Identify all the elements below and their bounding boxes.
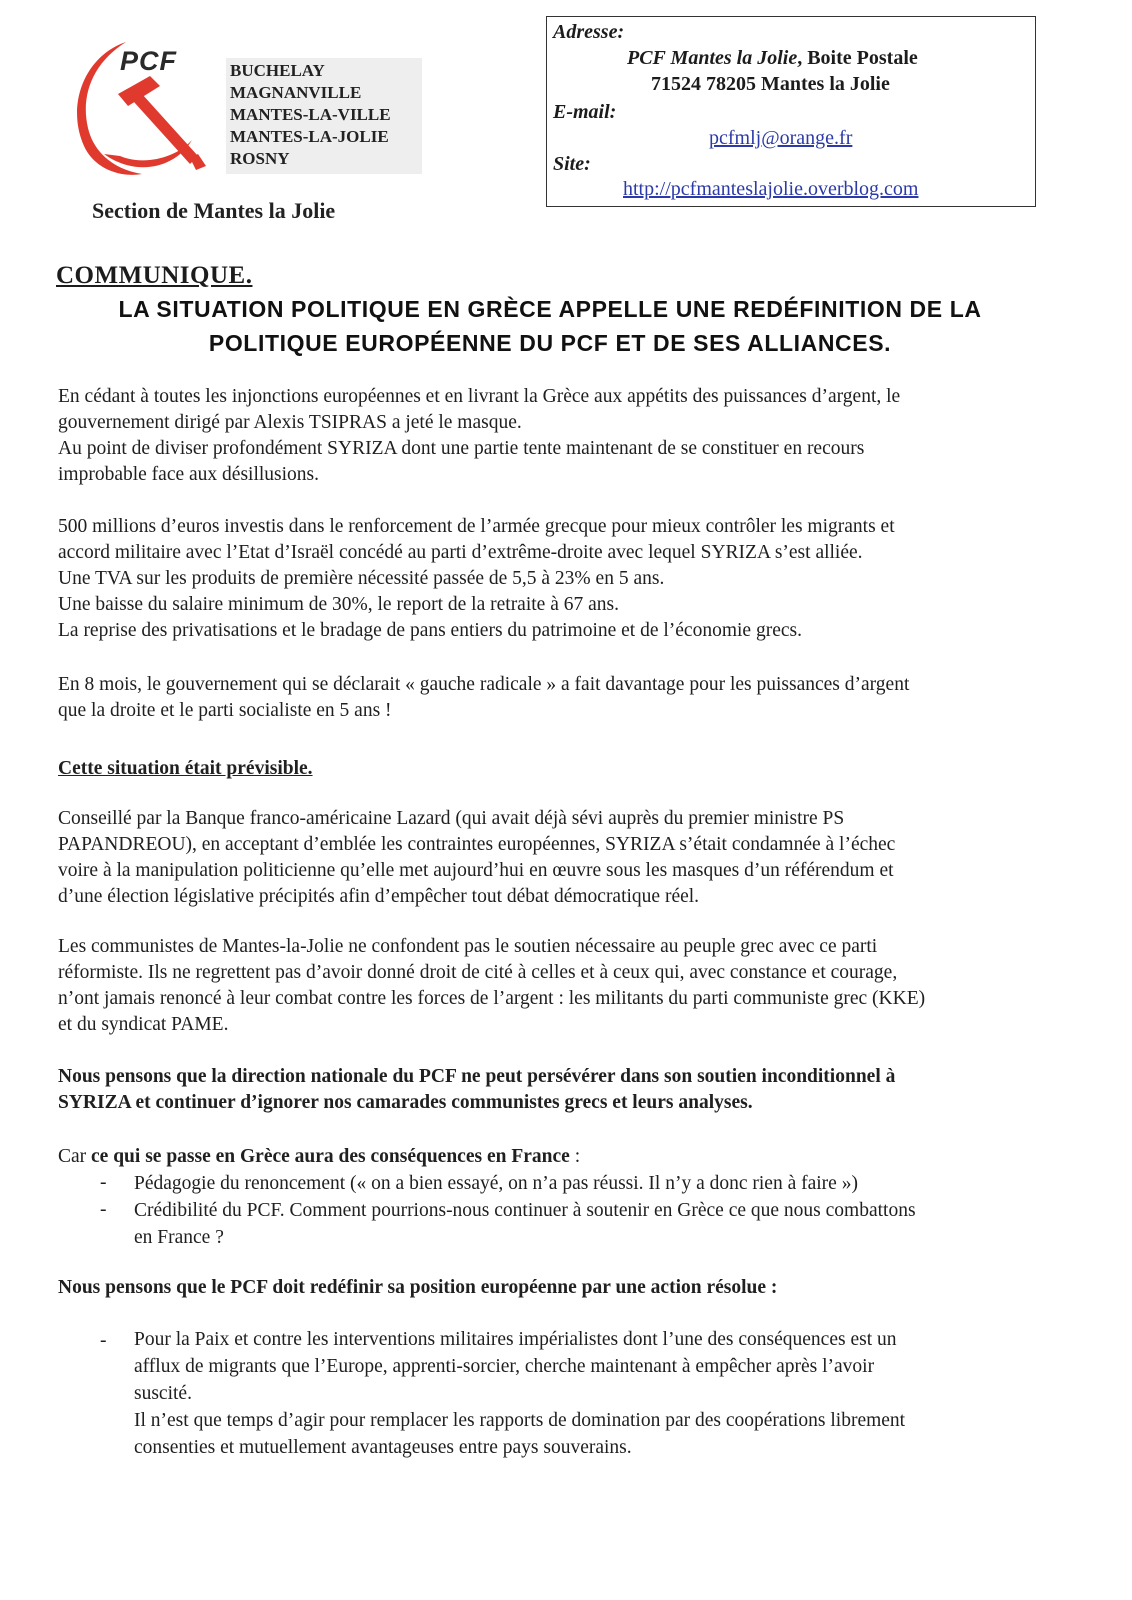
paragraph-3: [58, 672, 1040, 724]
address-line-1: [627, 47, 918, 70]
paragraph-6: [58, 1064, 1040, 1116]
text-line: Une baisse du salaire minimum de 30%, le report de la retraite à 67 ans.: [58, 594, 619, 615]
text-line: en France ?: [134, 1227, 224, 1248]
text-line: gouvernement dirigé par Alexis TSIPRAS a jeté le masque.: [58, 412, 522, 433]
address-line-1-name: PCF Mantes la Jolie: [627, 47, 798, 69]
bullet-dash: -: [100, 1199, 107, 1220]
bullet-dash: -: [100, 1172, 107, 1193]
text-line: Une TVA sur les produits de première nécessité passée de 5,5 à 23% en 5 ans.: [58, 568, 665, 589]
text-line: Au point de diviser profondément SYRIZA dont une partie tente maintenant de se constituer en recours: [58, 438, 865, 459]
text-bold: ce qui se passe en Grèce aura des conséquences en France: [91, 1146, 570, 1167]
town-item: BUCHELAY: [230, 61, 325, 80]
site-label: Site:: [553, 153, 591, 175]
communique-heading: COMMUNIQUE.: [56, 262, 253, 289]
text-line: improbable face aux désillusions.: [58, 464, 320, 485]
text-line: d’une élection législative précipités afin d’empêcher tout débat démocratique réel.: [58, 886, 700, 907]
pcf-logo: [64, 36, 214, 186]
text-line: Nous pensons que la direction nationale du PCF ne peut persévérer dans son soutien inconditionnel à: [58, 1066, 896, 1087]
paragraph-8: Nous pensons que le PCF doit redéfinir sa position européenne par une action résolue :: [58, 1277, 778, 1298]
paragraph-7: [58, 1144, 1040, 1170]
text-line: suscité.: [134, 1383, 192, 1404]
text-line: n’ont jamais renoncé à leur combat contre les forces de l’argent : les militants du parti communiste grec (KKE): [58, 988, 926, 1009]
text-prefix: Car: [58, 1146, 92, 1167]
text-line: SYRIZA et continuer d’ignorer nos camarades communistes grecs et leurs analyses.: [58, 1092, 753, 1113]
address-box: [546, 16, 1036, 207]
headline-line-1: LA SITUATION POLITIQUE EN GRÈCE APPELLE UNE REDÉFINITION DE LA: [118, 296, 982, 322]
text-line: Conseillé par la Banque franco-américaine Lazard (qui avait déjà sévi auprès du premier ministre PS: [58, 808, 845, 829]
text-suffix: :: [569, 1146, 581, 1167]
bullet-item-2: [134, 1197, 1046, 1251]
text-line: 500 millions d’euros investis dans le renforcement de l’armée grecque pour mieux contrôler les migrants et: [58, 516, 895, 537]
text-line: Pour la Paix et contre les interventions militaires impérialistes dont l’une des conséquences est un: [134, 1329, 897, 1350]
email-label: E-mail:: [553, 101, 617, 123]
text-line: En cédant à toutes les injonctions européennes et en livrant la Grèce aux appétits des puissances d’argent, le: [58, 386, 901, 407]
text-line: afflux de migrants que l’Europe, apprenti-sorcier, cherche maintenant à empêcher après l’avoir: [134, 1356, 875, 1377]
text-line: PAPANDREOU), en acceptant d’emblée les contraintes européennes, SYRIZA s’était condamnée à l’échec: [58, 834, 896, 855]
logo-text: PCF: [120, 46, 177, 76]
bullet-item-final: [134, 1326, 1046, 1461]
town-item: MANTES-LA-VILLE: [230, 105, 391, 124]
section-title: Section de Mantes la Jolie: [92, 198, 336, 223]
town-item: MAGNANVILLE: [230, 83, 362, 102]
text-line: Il n’est que temps d’agir pour remplacer les rapports de domination par des coopérations librement: [134, 1410, 906, 1431]
text-line: consenties et mutuellement avantageuses entre pays souverains.: [134, 1437, 632, 1458]
site-link[interactable]: http://pcfmanteslajolie.overblog.com: [623, 178, 919, 200]
paragraph-5: [58, 934, 1040, 1038]
subheading: Cette situation était prévisible.: [58, 758, 313, 779]
address-label: Adresse:: [553, 21, 625, 43]
town-item: ROSNY: [230, 149, 290, 168]
paragraph-1: [58, 384, 1040, 488]
text-line: réformiste. Ils ne regrettent pas d’avoir donné droit de cité à celles et à ceux qui, avec constance et courage,: [58, 962, 898, 983]
address-line-1-rest: , Boite Postale: [797, 47, 918, 69]
text-line: voire à la manipulation politicienne qu’elle met aujourd’hui en œuvre sous les masques d’un référendum et: [58, 860, 894, 881]
email-link[interactable]: pcfmlj@orange.fr: [709, 127, 853, 149]
text-line: accord militaire avec l’Etat d’Israël concédé au parti d’extrême-droite avec lequel SYRIZA s’est alliée.: [58, 542, 863, 563]
text-line: et du syndicat PAME.: [58, 1014, 229, 1035]
bullet-item-1: [134, 1170, 1046, 1197]
towns-list: [226, 58, 422, 174]
text-line: que la droite et le parti socialiste en 5 ans !: [58, 700, 392, 721]
bullet-dash: -: [100, 1330, 107, 1351]
text-line: Les communistes de Mantes-la-Jolie ne confondent pas le soutien nécessaire au peuple grec avec ce parti: [58, 936, 878, 957]
town-item: MANTES-LA-JOLIE: [230, 127, 389, 146]
paragraph-2: [58, 514, 1040, 644]
paragraph-4: [58, 806, 1040, 910]
text-line: Pédagogie du renoncement (« on a bien essayé, on n’a pas réussi. Il n’y a donc rien à faire »): [134, 1173, 858, 1194]
address-line-2: 71524 78205 Mantes la Jolie: [651, 73, 890, 95]
headline-line-2: POLITIQUE EUROPÉENNE DU PCF ET DE SES ALLIANCES.: [208, 330, 892, 356]
text-line: La reprise des privatisations et le bradage de pans entiers du patrimoine et de l’économie grecs.: [58, 620, 802, 641]
text-line: Crédibilité du PCF. Comment pourrions-nous continuer à soutenir en Grèce ce que nous combattons: [134, 1200, 916, 1221]
text-line: En 8 mois, le gouvernement qui se déclarait « gauche radicale » a fait davantage pour les puissances d’argent: [58, 674, 910, 695]
